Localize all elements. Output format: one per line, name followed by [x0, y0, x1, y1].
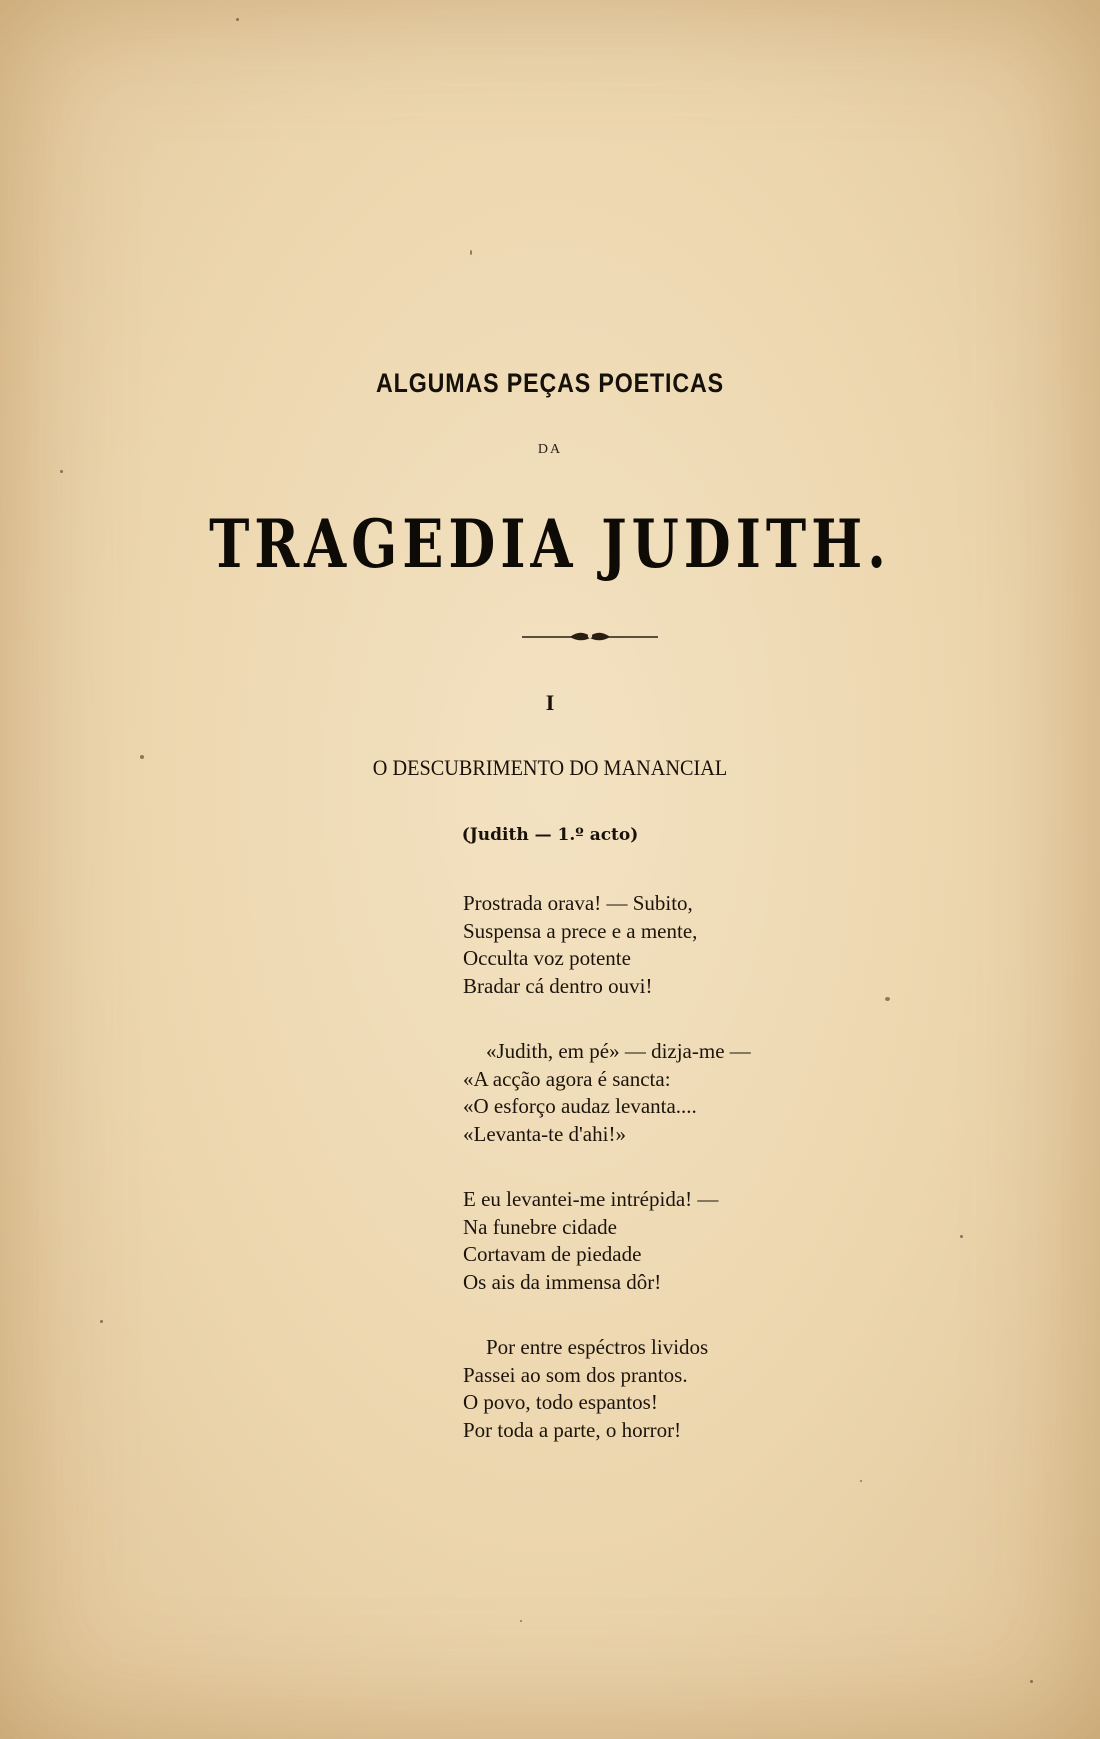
- paper-speck: [960, 1235, 963, 1238]
- paper-speck: [470, 250, 472, 255]
- verse-line: «Judith, em pé» — dizja-me —: [486, 1039, 751, 1063]
- verse-line: Passei ao som dos prantos.: [463, 1362, 688, 1387]
- paper-speck: [860, 1480, 862, 1482]
- stanza-1: [463, 890, 843, 1000]
- verse-line: Bradar cá dentro ouvi!: [463, 973, 653, 998]
- paper-speck: [520, 1620, 522, 1622]
- section-number: I: [545, 690, 555, 715]
- poem-title: O DESCUBRIMENTO DO MANANCIAL: [372, 755, 728, 780]
- paper-speck: [885, 997, 890, 1001]
- paper-speck: [236, 18, 239, 21]
- title-connector: DA: [537, 442, 563, 457]
- verse-line: E eu levantei-me intrépida! —: [463, 1187, 719, 1211]
- verse-line: Suspensa a prece e a mente,: [463, 918, 698, 943]
- verse-line: «O esforço audaz levanta....: [463, 1094, 697, 1118]
- poem-body: [463, 890, 843, 1482]
- paper-speck: [100, 1320, 103, 1323]
- stanza-4: [463, 1334, 843, 1444]
- stanza-2: [463, 1038, 843, 1148]
- verse-line: Por toda a parte, o horror!: [463, 1417, 682, 1442]
- ornament-divider: [520, 626, 660, 646]
- stanza-3: [463, 1186, 843, 1296]
- verse-line: Prostrada orava! — Subito,: [463, 891, 693, 915]
- section-heading: ALGUMAS PEÇAS POETICAS: [376, 368, 724, 398]
- paper-speck: [1030, 1680, 1033, 1683]
- verse-line: Na funebre cidade: [463, 1214, 617, 1239]
- verse-line: Por entre espéctros lividos: [486, 1335, 709, 1359]
- main-title: TRAGEDIA JUDITH.: [209, 505, 891, 583]
- verse-line: O povo, todo espantos!: [463, 1390, 658, 1414]
- verse-line: Os ais da immensa dôr!: [463, 1269, 662, 1294]
- verse-line: «A acção agora é sancta:: [463, 1066, 671, 1091]
- verse-line: Occulta voz potente: [463, 946, 631, 970]
- verse-line: Cortavam de piedade: [463, 1242, 642, 1266]
- paper-speck: [60, 470, 63, 473]
- verse-line: «Levanta-te d'ahi!»: [463, 1121, 626, 1146]
- act-reference: (Judith — 1.º acto): [461, 825, 639, 845]
